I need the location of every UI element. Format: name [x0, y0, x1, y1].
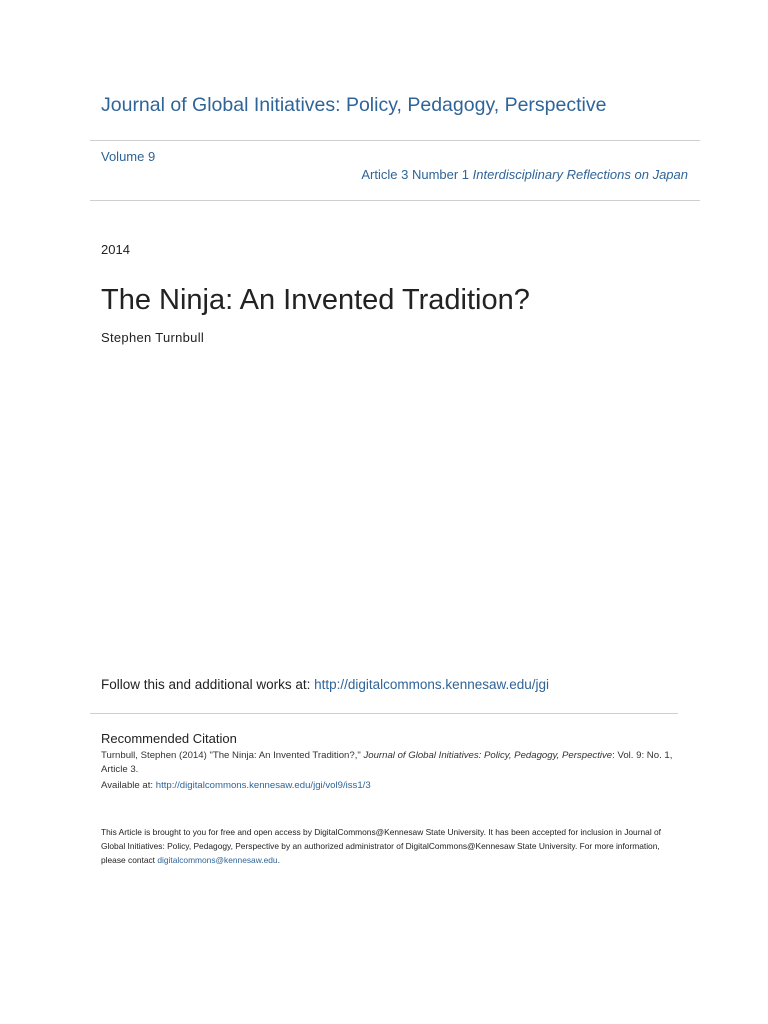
contact-email-link[interactable]: digitalcommons@kennesaw.edu	[157, 855, 278, 866]
citation-journal: Journal of Global Initiatives: Policy, Pedagogy, Perspective	[363, 750, 613, 761]
author-name[interactable]: Stephen Turnbull	[101, 330, 205, 345]
follow-line	[101, 677, 549, 692]
available-link[interactable]: http://digitalcommons.kennesaw.edu/jgi/vol9/iss1/3	[155, 780, 371, 791]
divider-citation	[90, 713, 678, 714]
divider-top	[90, 140, 700, 141]
available-label: Available at:	[101, 780, 154, 791]
issue-title[interactable]: Interdisciplinary Reflections on Japan	[472, 167, 688, 182]
article-issue-line[interactable]	[361, 167, 688, 182]
citation-suffix: : Vol. 9: No. 1, Article 3.	[101, 750, 673, 775]
volume-link[interactable]: Volume 9	[101, 149, 156, 164]
access-notice	[101, 825, 671, 868]
citation-heading: Recommended Citation	[101, 731, 237, 746]
citation-prefix: Turnbull, Stephen (2014) "The Ninja: An Invented Tradition?,"	[101, 750, 361, 761]
citation-text	[101, 749, 696, 777]
follow-link[interactable]: http://digitalcommons.kennesaw.edu/jgi	[314, 677, 550, 692]
notice-end: .	[277, 855, 280, 866]
publication-year: 2014	[101, 242, 130, 257]
notice-text: This Article is brought to you for free and open access by DigitalCommons@Kennesaw State University. It has been accepted for inclusion in Journal of Global Initiatives: Policy, Pedagogy, Perspective by an authorized administrator of DigitalCommons@Kennesaw State University. For more information, please contact	[101, 827, 661, 866]
follow-label: Follow this and additional works at:	[101, 677, 311, 692]
divider-bottom	[90, 200, 700, 201]
available-line	[101, 780, 371, 791]
article-number[interactable]: Article 3 Number 1	[361, 167, 470, 182]
paper-title: The Ninja: An Invented Tradition?	[101, 284, 530, 316]
journal-title: Journal of Global Initiatives: Policy, Pedagogy, Perspective	[101, 94, 607, 116]
